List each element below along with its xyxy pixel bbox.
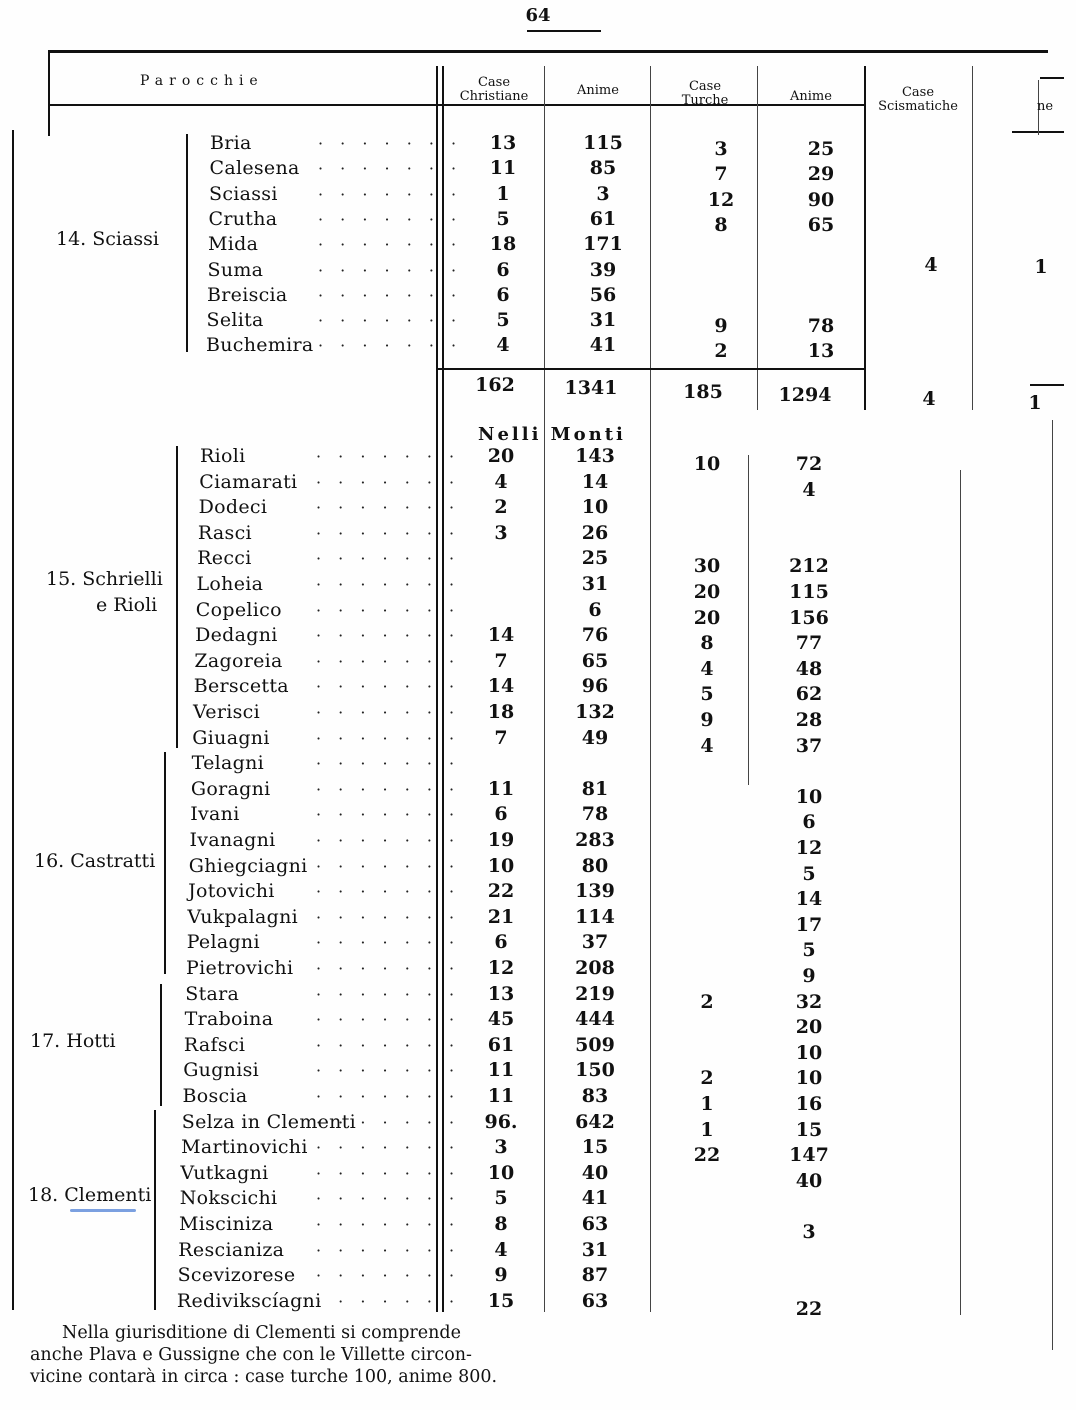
place-name: Boscia	[182, 1085, 248, 1107]
leader-dots: · · · · · · ·	[318, 336, 463, 356]
table-row	[0, 1110, 1076, 1141]
group-label-schrielli-2: e Rioli	[96, 594, 158, 616]
case-christiane-cell: 2	[494, 496, 508, 519]
subtitle-nelli-monti: Nelli Monti	[478, 424, 626, 445]
leader-dots: · · · · · · ·	[318, 235, 463, 255]
leader-dots: · · · · · · ·	[316, 1240, 461, 1260]
anime-2-cell: 77	[795, 632, 823, 655]
leader-dots: · · · · · · ·	[318, 134, 463, 153]
table-row	[0, 444, 1076, 475]
anime-1-cell: 61	[589, 207, 617, 230]
case-christiane-cell: 7	[494, 726, 508, 749]
case-christiane-cell: 10	[487, 854, 515, 877]
case-turche-cell: 20	[693, 581, 721, 603]
leader-dots: · · · · · · ·	[316, 1291, 461, 1311]
place-name: Copelico	[195, 598, 282, 621]
case-turche-cell: 10	[693, 453, 721, 475]
place-name: Pietrovichi	[186, 957, 294, 979]
anime-1-cell: 37	[581, 931, 609, 954]
leader-dots: · · · · · · ·	[316, 1163, 461, 1183]
place-name: Ivani	[190, 803, 240, 826]
table-row	[0, 1186, 1076, 1212]
anime-2-cell: 48	[795, 657, 823, 680]
leader-dots: · · · · · · ·	[316, 1112, 461, 1132]
case-christiane-cell: 9	[494, 1264, 508, 1287]
place-name: Sciassi	[209, 182, 278, 205]
table-row	[0, 674, 1076, 706]
case-christiane-cell: 22	[487, 880, 515, 903]
anime-1-cell: 63	[581, 1213, 609, 1235]
anime-2-cell: 9	[802, 965, 816, 987]
anime-2-cell: 40	[795, 1169, 823, 1192]
anime-1-cell: 87	[581, 1264, 609, 1287]
anime-2-cell: 4	[802, 478, 816, 501]
leader-dots: · · · · · · ·	[316, 703, 461, 722]
case-turche-cell: 9	[714, 315, 728, 338]
case-turche-cell: 12	[707, 188, 735, 211]
leader-dots: · · · · · · ·	[316, 959, 461, 978]
case-turche-cell: 2	[700, 990, 714, 1013]
case-christiane-cell: 11	[487, 777, 515, 800]
anime-2-cell: 32	[795, 990, 823, 1013]
anime-2-cell: 16	[795, 1093, 823, 1115]
anime-1-cell: 81	[581, 777, 609, 800]
leader-dots: · · · · · · ·	[318, 184, 463, 204]
total-anime-3: 1	[1028, 392, 1042, 414]
leader-dots: · · · · · · ·	[316, 933, 461, 953]
case-turche-cell: 4	[700, 657, 714, 680]
leader-dots: · · · · · · ·	[316, 728, 461, 748]
anime-1-cell: 444	[575, 1008, 615, 1031]
anime-2-cell: 72	[795, 453, 823, 475]
leader-dots: · · · · · · ·	[318, 285, 463, 305]
anime-1-cell: 171	[583, 233, 623, 256]
anime-2-cell: 10	[795, 1067, 823, 1090]
header-anime-2: Anime	[790, 89, 832, 104]
footnote	[30, 1322, 550, 1388]
place-name: Misciniza	[179, 1213, 274, 1235]
case-turche-cell: 8	[700, 632, 714, 655]
anime-2-cell: 5	[802, 862, 816, 885]
scism-case: 4	[924, 254, 938, 276]
anime-1-cell: 25	[581, 547, 609, 570]
table-row	[0, 828, 1076, 859]
place-name: Traboina	[184, 1008, 274, 1031]
place-name: Redivikscíagni	[176, 1289, 322, 1312]
anime-1-cell: 114	[575, 905, 615, 928]
leader-dots: · · · · · · ·	[316, 677, 461, 697]
table-row	[0, 649, 1076, 680]
anime-2-cell: 5	[802, 939, 816, 962]
case-christiane-cell: 18	[489, 233, 517, 256]
anime-2-cell: 156	[789, 606, 829, 629]
anime-2-cell: 15	[795, 1118, 823, 1141]
table-row	[0, 726, 1076, 757]
header-anime-1: Anime	[577, 83, 619, 98]
leader-dots: · · · · · · ·	[316, 831, 461, 850]
case-christiane-cell: 5	[496, 309, 510, 332]
table-row	[0, 854, 1076, 885]
leader-dots: · · · · · · ·	[316, 1061, 461, 1081]
anime-2-cell: 17	[795, 913, 823, 936]
table-row	[0, 1289, 1076, 1320]
anime-1-cell: 509	[575, 1033, 615, 1056]
case-christiane-cell: 11	[487, 1085, 515, 1107]
leader-dots: · · · · · · ·	[316, 1138, 461, 1158]
place-name: Ivanagni	[189, 829, 276, 851]
anime-1-cell: 14	[581, 470, 609, 493]
case-turche-cell: 3	[714, 138, 728, 160]
leader-dots: · · · · · · ·	[316, 1035, 461, 1055]
table-row	[0, 751, 1076, 777]
leader-dots: · · · · · · ·	[316, 1087, 461, 1106]
anime-2-cell: 22	[795, 1297, 823, 1320]
anime-1-cell: 283	[575, 829, 615, 851]
place-name: Recci	[197, 547, 252, 570]
place-name: Crutha	[208, 207, 278, 230]
anime-1-cell: 65	[581, 649, 609, 672]
anime-2-cell: 37	[795, 734, 823, 757]
case-christiane-cell: 4	[494, 470, 508, 493]
case-turche-cell: 5	[700, 683, 714, 706]
leader-dots: · · · · · · ·	[316, 549, 461, 569]
brace-schrielli	[176, 446, 178, 748]
anime-2-cell: 28	[795, 709, 823, 731]
place-name: Selita	[206, 309, 264, 332]
anime-1-cell: 3	[596, 182, 610, 205]
place-name: Nokscichi	[179, 1187, 278, 1210]
header-case-turche-line1: Case	[688, 79, 722, 94]
footnote-line-1: Nella giurisditione di Clementi si comprende	[62, 1323, 461, 1343]
case-christiane-cell: 15	[487, 1289, 515, 1312]
place-name: Rescianiza	[178, 1238, 285, 1261]
case-christiane-cell: 18	[487, 701, 515, 723]
place-name: Calesena	[209, 157, 300, 180]
group-label-clementi: 18. Clementi	[28, 1184, 152, 1206]
anime-1-cell: 83	[581, 1085, 609, 1107]
place-name: Gugnisi	[183, 1059, 260, 1082]
anime-1-cell: 96	[581, 675, 609, 698]
case-christiane-cell: 11	[489, 157, 517, 180]
anime-1-cell: 31	[581, 573, 609, 595]
anime-2-cell: 6	[802, 811, 816, 834]
table-row	[0, 777, 1076, 808]
place-name: Rafsci	[183, 1033, 246, 1056]
case-christiane-cell: 10	[487, 1161, 515, 1184]
anime-1-cell: 26	[581, 521, 609, 544]
case-turche-cell: 30	[693, 555, 721, 578]
anime-1-cell: 49	[581, 726, 609, 749]
total-case-christiane: 162	[475, 374, 515, 396]
case-christiane-cell: 19	[487, 829, 515, 851]
place-name: Giuagni	[192, 726, 270, 749]
leader-dots: · · · · · · ·	[316, 984, 461, 1004]
anime-1-cell: 208	[575, 957, 615, 979]
anime-2-cell: 10	[795, 1041, 823, 1064]
anime-1-cell: 15	[581, 1136, 609, 1159]
place-name: Loheia	[196, 573, 264, 595]
anime-1-cell: 63	[581, 1289, 609, 1312]
case-christiane-cell: 96.	[484, 1110, 518, 1133]
table-row	[0, 1238, 1076, 1264]
table-row	[0, 956, 1076, 987]
place-name: Rasci	[197, 521, 252, 544]
case-turche-cell: 8	[714, 213, 728, 236]
anime-2-cell: 13	[807, 340, 835, 363]
case-turche-cell: 20	[693, 606, 721, 629]
case-christiane-cell: 21	[487, 905, 515, 928]
anime-2-cell: 3	[802, 1221, 816, 1243]
leader-dots: · · · · · · ·	[318, 260, 463, 280]
anime-1-cell: 143	[575, 445, 615, 467]
page-number: 64	[525, 5, 551, 26]
table-row	[0, 1263, 1076, 1289]
anime-2-cell: 62	[795, 683, 823, 706]
table-row	[0, 623, 1076, 655]
anime-2-cell: 65	[807, 213, 835, 236]
total-anime-2: 1294	[778, 384, 832, 406]
anime-1-cell: 78	[581, 803, 609, 826]
anime-2-cell: 212	[789, 555, 829, 578]
anime-1-cell: 76	[581, 624, 609, 647]
anime-1-cell: 150	[575, 1059, 615, 1082]
anime-1-cell: 642	[575, 1110, 615, 1133]
anime-1-cell: 6	[588, 598, 602, 621]
place-name: Breiscia	[207, 283, 288, 306]
case-christiane-cell: 6	[496, 283, 510, 306]
header-case-scismatiche-line2: Scismatiche	[878, 99, 958, 114]
anime-1-cell: 219	[575, 982, 615, 1005]
anime-2-cell: 29	[807, 163, 835, 186]
table-row	[0, 802, 1076, 834]
place-name: Dedagni	[195, 624, 278, 647]
anime-2-cell: 25	[807, 138, 835, 160]
anime-1-cell: 80	[581, 854, 609, 877]
header-case-christiane-line2: Christiane	[459, 89, 529, 104]
case-christiane-cell: 4	[494, 1238, 508, 1261]
case-christiane-cell: 1	[496, 182, 510, 205]
case-turche-cell: 7	[714, 163, 728, 186]
anime-2-cell: 78	[807, 315, 835, 338]
brace-castratti	[164, 752, 166, 974]
place-name: Suma	[207, 258, 264, 281]
leader-dots: · · · · · · ·	[316, 1010, 461, 1030]
table-row	[0, 470, 1076, 501]
table-row	[0, 930, 1076, 962]
place-name: Stara	[185, 982, 240, 1005]
total-anime-1: 1341	[564, 377, 618, 399]
leader-dots: · · · · · · ·	[318, 311, 463, 331]
case-christiane-cell: 20	[487, 445, 515, 467]
case-christiane-cell: 6	[496, 258, 510, 281]
group-label-sciassi: 14. Sciassi	[56, 228, 159, 250]
case-christiane-cell: 4	[496, 334, 510, 357]
place-name: Bria	[210, 132, 252, 154]
place-name: Berscetta	[193, 675, 289, 698]
case-turche-cell: 4	[700, 734, 714, 757]
anime-2-cell: 90	[807, 188, 835, 211]
anime-1-cell: 39	[589, 258, 617, 281]
anime-1-cell: 132	[575, 701, 615, 723]
total-case-turche: 185	[683, 381, 723, 403]
case-christiane-cell: 5	[496, 207, 510, 230]
table-row	[0, 700, 1076, 731]
anime-1-cell: 115	[583, 132, 623, 154]
leader-dots: · · · · · · ·	[316, 882, 461, 902]
place-name: Buchemira	[206, 334, 314, 357]
case-turche-cell: 2	[714, 340, 728, 363]
place-name: Scevizorese	[177, 1264, 296, 1287]
leader-dots: · · · · · · ·	[316, 856, 461, 876]
leader-dots: · · · · · · ·	[316, 575, 461, 594]
case-christiane-cell: 6	[494, 931, 508, 954]
anime-2-cell: 115	[789, 581, 829, 603]
case-christiane-cell: 61	[487, 1033, 515, 1056]
case-christiane-cell: 14	[487, 675, 515, 698]
anime-2-cell: 10	[795, 785, 823, 808]
place-name: Mida	[208, 233, 259, 256]
place-name: Zagoreia	[194, 649, 283, 672]
total-case-scismatiche: 4	[922, 388, 936, 410]
place-name: Vutkagni	[180, 1161, 269, 1184]
table-row	[0, 1212, 1076, 1243]
table-row	[0, 495, 1076, 521]
anime-2-cell: 12	[795, 837, 823, 859]
anime-1-cell: 41	[589, 334, 617, 357]
case-turche-cell: 2	[700, 1067, 714, 1090]
anime-1-cell: 139	[575, 880, 615, 903]
brace-clementi	[154, 1110, 156, 1310]
leader-dots: · · · · · · ·	[316, 779, 461, 799]
header-case-christiane-line1: Case	[477, 75, 511, 90]
table-row	[0, 905, 1076, 936]
case-christiane-cell: 3	[494, 1136, 508, 1159]
table-row	[0, 1135, 1076, 1167]
place-name: Vukpalagni	[187, 905, 299, 928]
case-christiane-cell: 12	[487, 957, 515, 979]
footnote-line-3: vicine contarà in circa : case turche 100, anime 800.	[30, 1367, 498, 1387]
place-name: Ghiegciagni	[188, 854, 308, 877]
case-christiane-cell: 13	[489, 132, 517, 154]
group-label-hotti: 17. Hotti	[30, 1030, 116, 1052]
place-name: Dodeci	[198, 496, 268, 519]
clementi-highlight-underline	[70, 1209, 136, 1212]
case-christiane-cell: 13	[487, 982, 515, 1005]
leader-dots: · · · · · · ·	[318, 159, 463, 179]
case-christiane-cell: 14	[487, 624, 515, 647]
place-name: Goragni	[190, 777, 271, 800]
leader-dots: · · · · · · ·	[316, 805, 461, 825]
case-christiane-cell: 45	[487, 1008, 515, 1031]
header-parocchie: Parocchie	[140, 73, 264, 89]
leader-dots: · · · · · · ·	[316, 907, 461, 927]
anime-1-cell: 31	[581, 1238, 609, 1261]
place-name: Ciamarati	[199, 470, 298, 493]
leader-dots: · · · · · · ·	[316, 626, 461, 646]
case-christiane-cell: 6	[494, 803, 508, 826]
case-turche-cell: 9	[700, 709, 714, 731]
anime-1-cell: 56	[589, 283, 617, 306]
case-christiane-cell: 8	[494, 1213, 508, 1235]
table-row	[0, 879, 1076, 911]
leader-dots: · · · · · · ·	[316, 1266, 461, 1286]
anime-2-cell: 20	[795, 1016, 823, 1039]
footnote-line-2: anche Plava e Gussigne che con le Villette circon-	[30, 1345, 472, 1365]
case-christiane-cell: 3	[494, 521, 508, 544]
case-turche-cell: 1	[700, 1118, 714, 1141]
leader-dots: · · · · · · ·	[316, 651, 461, 671]
leader-dots: · · · · · · ·	[316, 1189, 461, 1209]
case-christiane-cell: 11	[487, 1059, 515, 1082]
place-name: Telagni	[191, 752, 265, 775]
table-row	[0, 521, 1076, 547]
header-case-scismatiche-line1: Case	[901, 85, 935, 100]
place-name: Verisci	[193, 701, 260, 723]
leader-dots: · · · · · · ·	[316, 447, 461, 466]
place-name: Pelagni	[186, 931, 260, 954]
anime-1-cell: 31	[589, 309, 617, 332]
anime-2-cell: 147	[789, 1144, 829, 1167]
anime-1-cell: 41	[581, 1187, 609, 1210]
case-turche-cell: 1	[700, 1093, 714, 1115]
group-label-schrielli: 15. Schrielli	[46, 568, 163, 590]
leader-dots: · · · · · · ·	[316, 523, 461, 543]
leader-dots: · · · · · · ·	[316, 754, 461, 774]
place-name: Rioli	[200, 445, 246, 467]
place-name: Selza in Clementi	[181, 1110, 357, 1133]
brace-hotti	[160, 984, 162, 1106]
leader-dots: · · · · · · ·	[318, 209, 463, 229]
case-turche-cell: 22	[693, 1144, 721, 1167]
leader-dots: · · · · · · ·	[316, 472, 461, 492]
header-anime-3: ne	[1036, 99, 1054, 114]
case-christiane-cell: 5	[494, 1187, 508, 1210]
case-christiane-cell: 7	[494, 649, 508, 672]
leader-dots: · · · · · · ·	[316, 600, 461, 620]
place-name: Jotovichi	[188, 880, 275, 903]
scism-anime: 1	[1034, 256, 1048, 278]
leader-dots: · · · · · · ·	[316, 1215, 461, 1234]
header-case-turche-line2: Turche	[681, 93, 729, 108]
table-row	[0, 598, 1076, 629]
group-label-castratti: 16. Castratti	[34, 850, 156, 872]
leader-dots: · · · · · · ·	[316, 498, 461, 518]
place-name: Martinovichi	[181, 1136, 308, 1159]
table-row	[0, 1161, 1076, 1192]
anime-1-cell: 40	[581, 1161, 609, 1184]
anime-1-cell: 10	[581, 496, 609, 519]
anime-1-cell: 85	[589, 157, 617, 180]
anime-2-cell: 14	[795, 888, 823, 911]
